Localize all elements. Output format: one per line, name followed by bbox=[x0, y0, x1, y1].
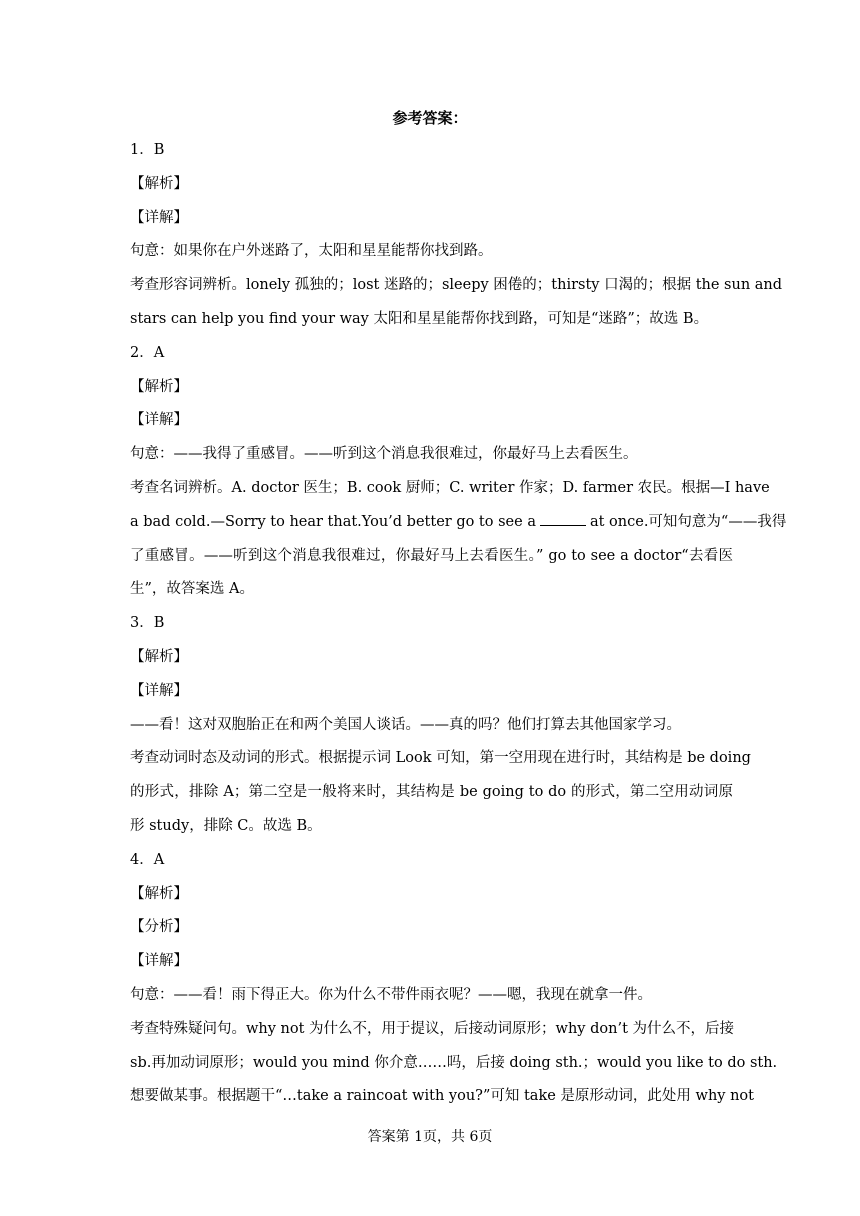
answer-line: ——看！这对双胞胎正在和两个美国人谈话。——真的吗？他们打算去其他国家学习。 bbox=[130, 716, 681, 733]
answer-line: 【详解】 bbox=[130, 953, 188, 970]
answer-line: 【解析】 bbox=[130, 648, 188, 665]
answer-line: 2．A bbox=[130, 344, 165, 361]
answer-line: 句意：如果你在户外迷路了，太阳和星星能帮你找到路。 bbox=[130, 243, 493, 260]
answer-line bbox=[130, 506, 787, 540]
answer-line: 了重感冒。——听到这个消息我很难过，你最好马上去看医生。” go to see a doctor“去看医 bbox=[130, 547, 733, 564]
answer-line: 4．A bbox=[130, 851, 165, 868]
answer-line: 考查形容词辨析。lonely 孤独的；lost 迷路的；sleepy 困倦的；thirsty 口渴的；根据 the sun and bbox=[130, 277, 783, 294]
page-footer: 答案第 1页，共 6页 bbox=[367, 1129, 493, 1145]
answer-line: 句意：——看！雨下得正大。你为什么不带件雨衣呢？——嗯，我现在就拿一件。 bbox=[130, 986, 652, 1003]
answer-line: 生”，故答案选 A。 bbox=[130, 581, 254, 598]
answer-line: sb.再加动词原形；would you mind 你介意……吗，后接 doing sth.；would you like to do sth. bbox=[130, 1054, 778, 1071]
line-text-after-blank: at once.可知句意为“——我得 bbox=[589, 513, 787, 530]
answer-line: 【分析】 bbox=[130, 919, 188, 936]
answer-line: 【详解】 bbox=[130, 209, 188, 226]
answer-line: 【详解】 bbox=[130, 682, 188, 699]
answer-line: 3．B bbox=[130, 615, 165, 632]
answer-line: 形 study，排除 C。故选 B。 bbox=[130, 817, 322, 834]
answer-line: 【解析】 bbox=[130, 378, 188, 395]
answer-line: 考查动词时态及动词的形式。根据提示词 Look 可知，第一空用现在进行时，其结构是 be doing bbox=[130, 750, 751, 767]
answer-line: 考查特殊疑问句。why not 为什么不，用于提议，后接动词原形；why don’t 为什么不，后接 bbox=[130, 1020, 734, 1037]
answer-line: 考查名词辨析。A. doctor 医生；B. cook 厨师；C. writer 作家；D. farmer 农民。根据—I have bbox=[130, 479, 770, 496]
answer-line: 的形式，排除 A；第二空是一般将来时，其结构是 be going to do 的形式，第二空用动词原 bbox=[130, 784, 733, 801]
line-text-before-blank: a bad cold.—Sorry to hear that.You’d better go to see a bbox=[130, 513, 536, 530]
answer-line: 想要做某事。根据题干“…take a raincoat with you?”可知 take 是原形动词，此处用 why not bbox=[130, 1088, 754, 1105]
answer-line: 1．B bbox=[130, 142, 165, 158]
answer-line: 【解析】 bbox=[130, 885, 188, 902]
answer-line: stars can help you find your way 太阳和星星能帮你找到路，可知是“迷路”；故选 B。 bbox=[130, 310, 709, 327]
answer-line: 【解析】 bbox=[130, 175, 188, 192]
fill-in-blank bbox=[540, 511, 586, 526]
answer-line: 【详解】 bbox=[130, 412, 188, 429]
answer-line: 句意：——我得了重感冒。——听到这个消息我很难过，你最好马上去看医生。 bbox=[130, 446, 638, 463]
page-title: 参考答案： bbox=[392, 109, 468, 127]
answer-content bbox=[130, 134, 787, 1114]
